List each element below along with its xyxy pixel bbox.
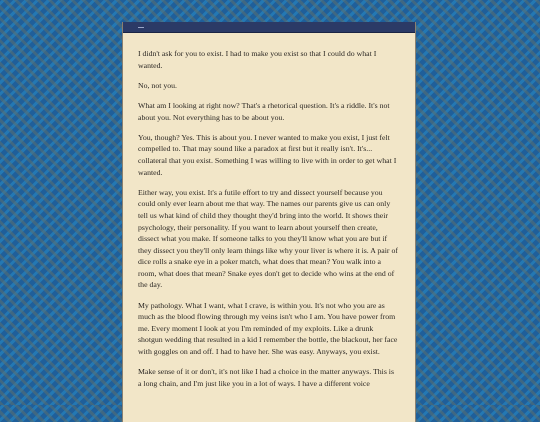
post-paragraph: Either way, you exist. It's a futile effort to try and dissect yourself because you could only ever learn about me that way. The names our parents give us can only tell us what kind of child they thought they'd bring into the world. It shows their psychology, their personality. If you want to learn about yourself then create, dissect what you make. If someone talks to you they'll know what you are but if they dissect you they'll only learn things like why your liver is where it is. A pair of dice rolls a snake eye in a poker match, what does that mean? You walk into a room, what does that mean? Snake eyes don't get to decide who wins at the end of the day.	[138, 187, 398, 290]
post-body	[123, 33, 415, 389]
post-paragraph: No, not you.	[138, 80, 177, 90]
post-paragraph: My pathology. What I want, what I crave, is within you. It's not who you are as much as the blood flowing through my veins isn't who I am. You have power from me. Every moment I look at you I'm reminded of my exploits. Like a drunk shotgun wedding that resulted in a kid I remember the bottle, the blackout, her face with goggles on and off. I had to have her. She was easy. Anyways, you exist.	[138, 300, 398, 357]
panel-header-bar	[123, 22, 415, 33]
header-handle-icon	[138, 27, 144, 28]
post-paragraph: Make sense of it or don't, it's not like I had a choice in the matter anyways. This is a long chain, and I'm just like you in a lot of ways. I have a different voice	[138, 367, 395, 388]
post-panel	[122, 22, 416, 422]
post-paragraph: You, though? Yes. This is about you. I never wanted to make you exist, I just felt compelled to. That may sound like a paradox at first but it really isn't. It's... collateral that you exist. Something I was willing to live with in order to get what I wanted.	[138, 132, 397, 177]
post-paragraph: I didn't ask for you to exist. I had to make you exist so that I could do what I wanted.	[138, 49, 377, 70]
post-paragraph: What am I looking at right now? That's a rhetorical question. It's a riddle. It's not about you. Not everything has to be about you.	[138, 100, 390, 122]
